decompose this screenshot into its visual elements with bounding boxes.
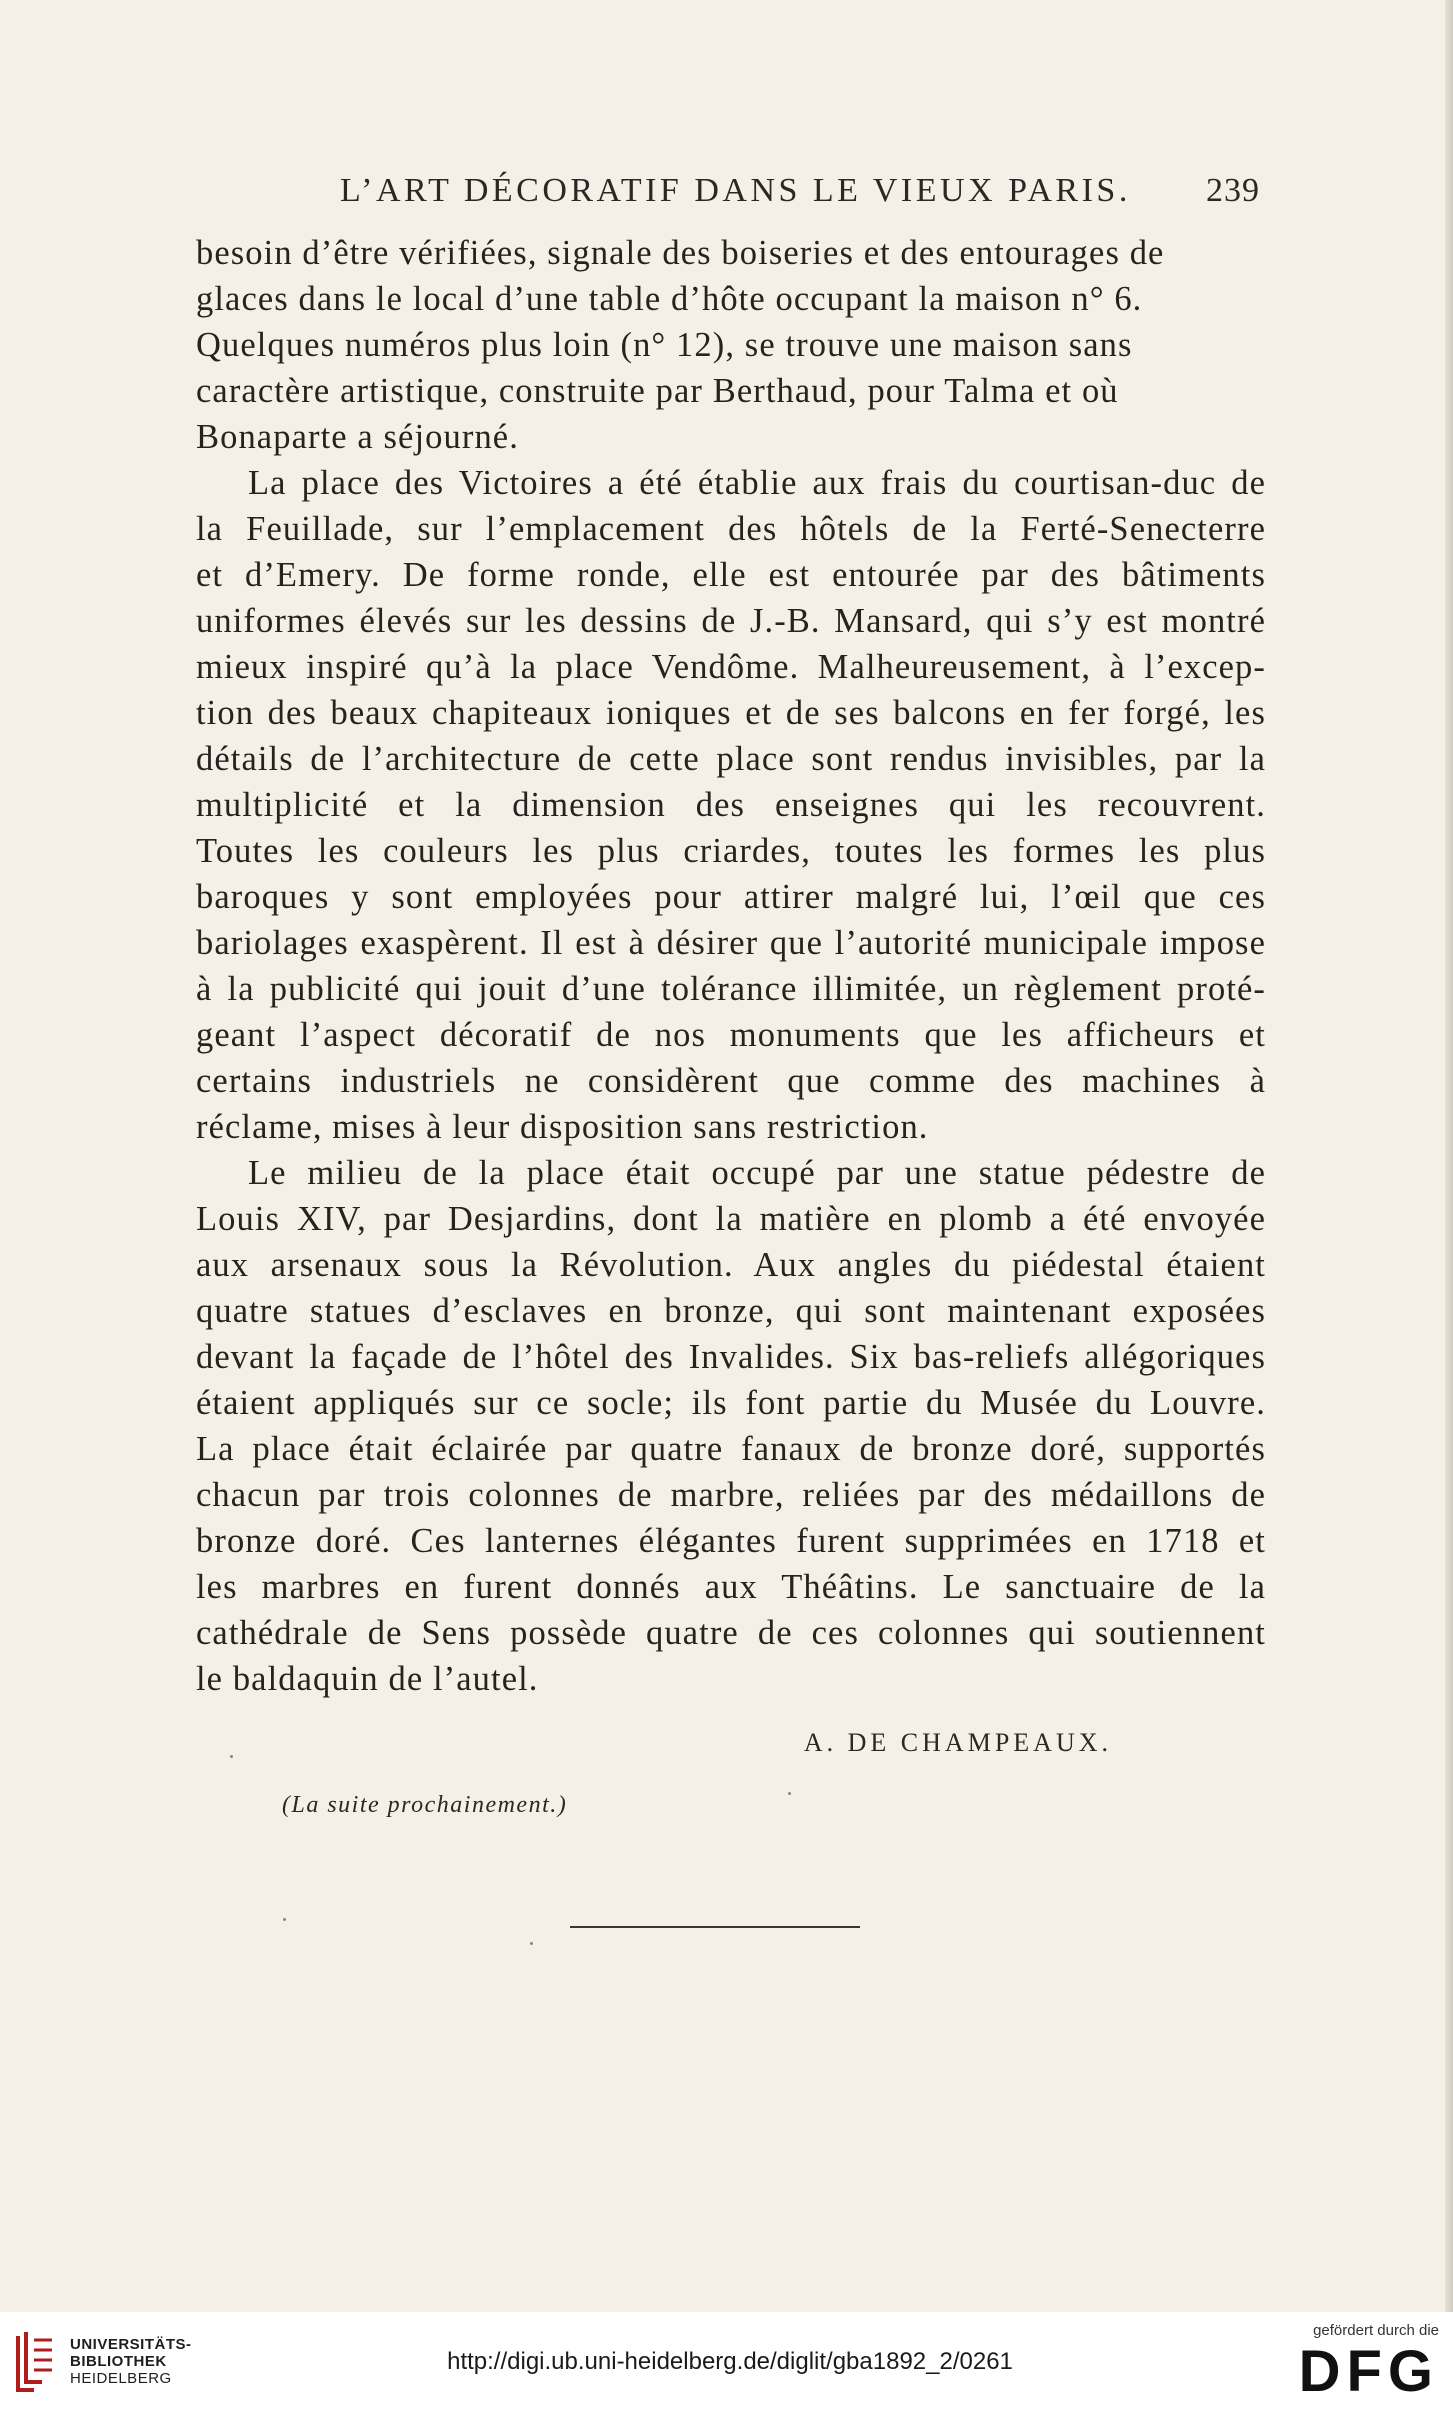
- library-name: [70, 2336, 220, 2387]
- text-line: bariolages exaspèrent. Il est à désirer que l’autorité municipale impose: [196, 924, 1266, 962]
- text-line: tion des beaux chapiteaux ioniques et de ses balcons en fer forgé, les: [196, 694, 1266, 732]
- paragraph-2: [196, 460, 1266, 1150]
- text-line: devant la façade de l’hôtel des Invalides. Six bas-reliefs allégoriques: [196, 1338, 1266, 1376]
- dfg-logo: DFG: [1298, 2339, 1439, 2404]
- text-line: aux arsenaux sous la Révolution. Aux angles du piédestal étaient: [196, 1246, 1266, 1284]
- paper-speck: [283, 1918, 286, 1921]
- author-signature: A. DE CHAMPEAUX.: [803, 1728, 1112, 1757]
- text-line: Toutes les couleurs les plus criardes, toutes les formes les plus: [196, 832, 1266, 870]
- text-line: bronze doré. Ces lanternes élégantes furent supprimées en 1718 et: [196, 1522, 1266, 1560]
- text-line: le baldaquin de l’autel.: [196, 1660, 539, 1698]
- text-line: geant l’aspect décoratif de nos monuments que les afficheurs et: [196, 1016, 1266, 1054]
- text-line: les marbres en furent donnés aux Théâtins. Le sanctuaire de la: [196, 1568, 1266, 1606]
- text-line: chacun par trois colonnes de marbre, reliées par des médaillons de: [196, 1476, 1266, 1514]
- text-line: la Feuillade, sur l’emplacement des hôtels de la Ferté-Senecterre: [196, 510, 1266, 548]
- end-rule: [570, 1926, 860, 1928]
- library-name-line: HEIDELBERG: [70, 2370, 172, 2387]
- text-line: Louis XIV, par Desjardins, dont la matière en plomb a été envoyée: [196, 1200, 1266, 1238]
- continuation-note: (La suite prochainement.): [282, 1792, 568, 1818]
- paragraph-3: [196, 1150, 1266, 1702]
- text-line: détails de l’architecture de cette place sont rendus invisibles, par la: [196, 740, 1266, 778]
- text-line: multiplicité et la dimension des enseignes qui les recouvrent.: [196, 786, 1266, 824]
- text-line: Bonaparte a séjourné.: [196, 418, 519, 456]
- text-line: uniformes élevés sur les dessins de J.-B. Mansard, qui s’y est montré: [196, 602, 1266, 640]
- text-line: étaient appliqués sur ce socle; ils font partie du Musée du Louvre.: [196, 1384, 1266, 1422]
- text-line: certains industriels ne considèrent que comme des machines à: [196, 1062, 1266, 1100]
- text-line: caractère artistique, construite par Berthaud, pour Talma et où: [196, 372, 1119, 410]
- text-line: mieux inspiré qu’à la place Vendôme. Malheureusement, à l’excep-: [196, 648, 1266, 686]
- text-line: cathédrale de Sens possède quatre de ces colonnes qui soutiennent: [196, 1614, 1266, 1652]
- article-body: [196, 230, 1266, 1702]
- text-line: quatre statues d’esclaves en bronze, qui sont maintenant exposées: [196, 1292, 1266, 1330]
- text-line: à la publicité qui jouit d’une tolérance illimitée, un règlement proté-: [196, 970, 1266, 1008]
- text-line: et d’Emery. De forme ronde, elle est entourée par des bâtiments: [196, 556, 1266, 594]
- text-line: Quelques numéros plus loin (n° 12), se trouve une maison sans: [196, 326, 1133, 364]
- text-line: besoin d’être vérifiées, signale des boiseries et des entourages de: [196, 234, 1165, 272]
- funding-label: gefördert durch die: [1313, 2322, 1439, 2339]
- running-head: [340, 172, 1260, 216]
- text-line: réclame, mises à leur disposition sans restriction.: [196, 1108, 929, 1146]
- text-line: baroques y sont employées pour attirer malgré lui, l’œil que ces: [196, 878, 1266, 916]
- text-line: glaces dans le local d’une table d’hôte occupant la maison n° 6.: [196, 280, 1143, 318]
- page-number: 239: [1206, 172, 1260, 209]
- heidelberg-library-icon: [12, 2328, 62, 2398]
- paper-speck: [788, 1792, 791, 1795]
- text-line: Le milieu de la place était occupé par une statue pédestre de: [248, 1154, 1266, 1192]
- text-line: La place était éclairée par quatre fanaux de bronze doré, supportés: [196, 1430, 1266, 1468]
- paper-speck: [230, 1755, 233, 1758]
- paragraph-1: [196, 230, 1266, 460]
- permalink-url[interactable]: http://digi.ub.uni-heidelberg.de/diglit/gba1892_2/0261: [447, 2348, 1013, 2375]
- paper-speck: [530, 1942, 533, 1945]
- library-name-line: BIBLIOTHEK: [70, 2353, 167, 2370]
- library-name-line: UNIVERSITÄTS-: [70, 2336, 192, 2353]
- page-edge-shadow: [1445, 0, 1453, 2312]
- running-title: L’ART DÉCORATIF DANS LE VIEUX PARIS.: [340, 172, 1131, 209]
- text-line: La place des Victoires a été établie aux frais du courtisan-duc de: [248, 464, 1266, 502]
